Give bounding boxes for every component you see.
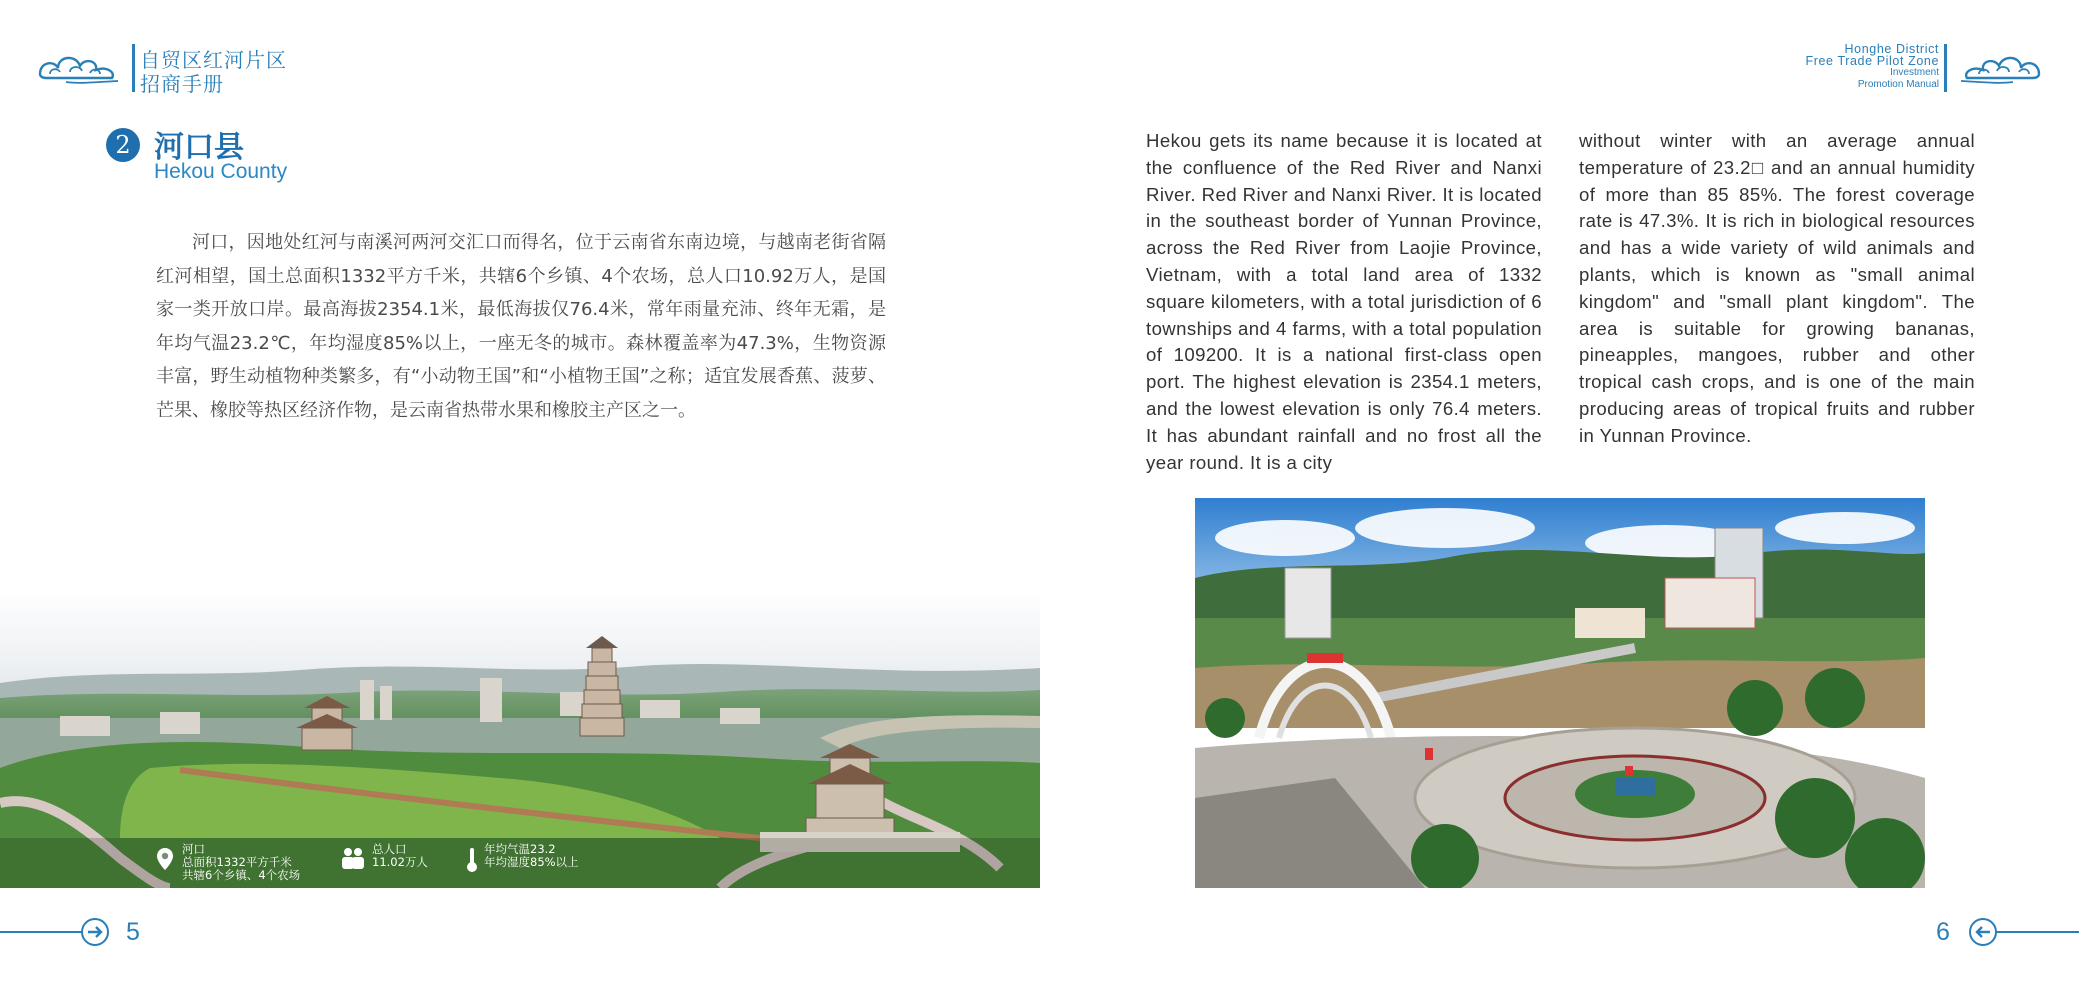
prev-arrow-icon[interactable] [1968,917,1998,947]
section-number-badge: 2 [106,128,140,162]
header-right-line2: Free Trade Pilot Zone [1805,53,1939,68]
info-badge-line: 11.02万人 [372,855,428,869]
english-body-column-2: without winter with an average annual temperature of 23.2□ and an annual humidity of more than 85 85%. The forest coverage rate is 47.3%. It is rich in biological resources and has a wide variety of wild animals and plants, which is known as "small animal kingdom" and "small plant kingdom". The area is suitable for growing bananas, pineapples, mangoes, rubber and other tropical cash crops, and is one of the main producing areas of tropical fruits and rubber in Yunnan Province. [1579,130,1975,446]
info-badge-line: 总面积1332平方千米 [182,855,292,869]
page-number-right: 6 [1936,918,1950,946]
people-icon [340,847,366,871]
header-right-line4: Promotion Manual [1857,78,1939,90]
cloud-logo-icon [1959,48,2043,88]
header-title-line2: 招商手册 [140,72,224,96]
hekou-port-square-photo [1195,498,1925,888]
thermometer-icon [466,847,478,873]
page-number-left: 5 [126,918,140,946]
header-right-text [1806,44,1940,90]
info-badges [0,843,1040,887]
header-right-line1: Honghe District [1844,42,1939,56]
info-badge-line: 共辖6个乡镇、4个农场 [182,868,301,882]
info-badge-line: 年均气温23.2 [484,842,556,856]
info-badge-climate-text [484,843,579,869]
footer-right-rule [1996,931,2079,933]
chinese-body-text: 河口，因地处红河与南溪河两河交汇口而得名，位于云南省东南边境，与越南老街省隔红河相望，国土总面积1332平方千米，共辖6个乡镇、4个农场，总人口10.92万人，是国家一类开放口岸。最高海拔2354.1米，最低海拔仅76.4米，常年雨量充沛、终年无霜，是年均气温23.2℃，年均湿度85%以上，一座无冬的城市。森林覆盖率为47.3%，生物资源丰富，野生动植物种类繁多，有“小动物王国”和“小植物王国”之称；适宜发展香蕉、菠萝、芒果、橡胶等热区经济作物，是云南省热带水果和橡胶主产区之一。 [156,232,886,421]
info-badge-line: 年均湿度85%以上 [484,855,579,869]
header-divider [132,44,135,92]
next-arrow-icon[interactable] [80,917,110,947]
info-badge-area-text [182,843,300,882]
header-right [1783,44,2043,94]
location-pin-icon [156,847,174,871]
info-badge-line: 总人口 [372,842,407,856]
section-title-en: Hekou County [154,160,288,183]
info-badge-population-text [372,843,428,869]
info-badge-line: 河口 [182,842,205,856]
section-title-cn: 河口县 [154,130,244,165]
cloud-logo-icon [36,48,120,88]
english-body-column-1: Hekou gets its name because it is located at the confluence of the Red River and Nanxi River. Red River and Nanxi River. It is located in the southeast border of Yunnan Province, across the Red River from Laojie Province, Vietnam, with a total land area of 1332 square kilometers, with a total jurisdiction of 6 townships and 4 farms, with a total population of 109200. It is a national first-class open port. The highest elevation is 2354.1 meters, and the lowest elevation is only 76.4 meters. It has abundant rainfall and no frost all the year round. It is a city [1146,130,1542,473]
header-divider [1944,44,1947,92]
header-right-line3: Investment [1890,67,1939,78]
header-title-line1: 自贸区红河片区 [140,48,287,72]
footer-left-rule [0,931,82,933]
